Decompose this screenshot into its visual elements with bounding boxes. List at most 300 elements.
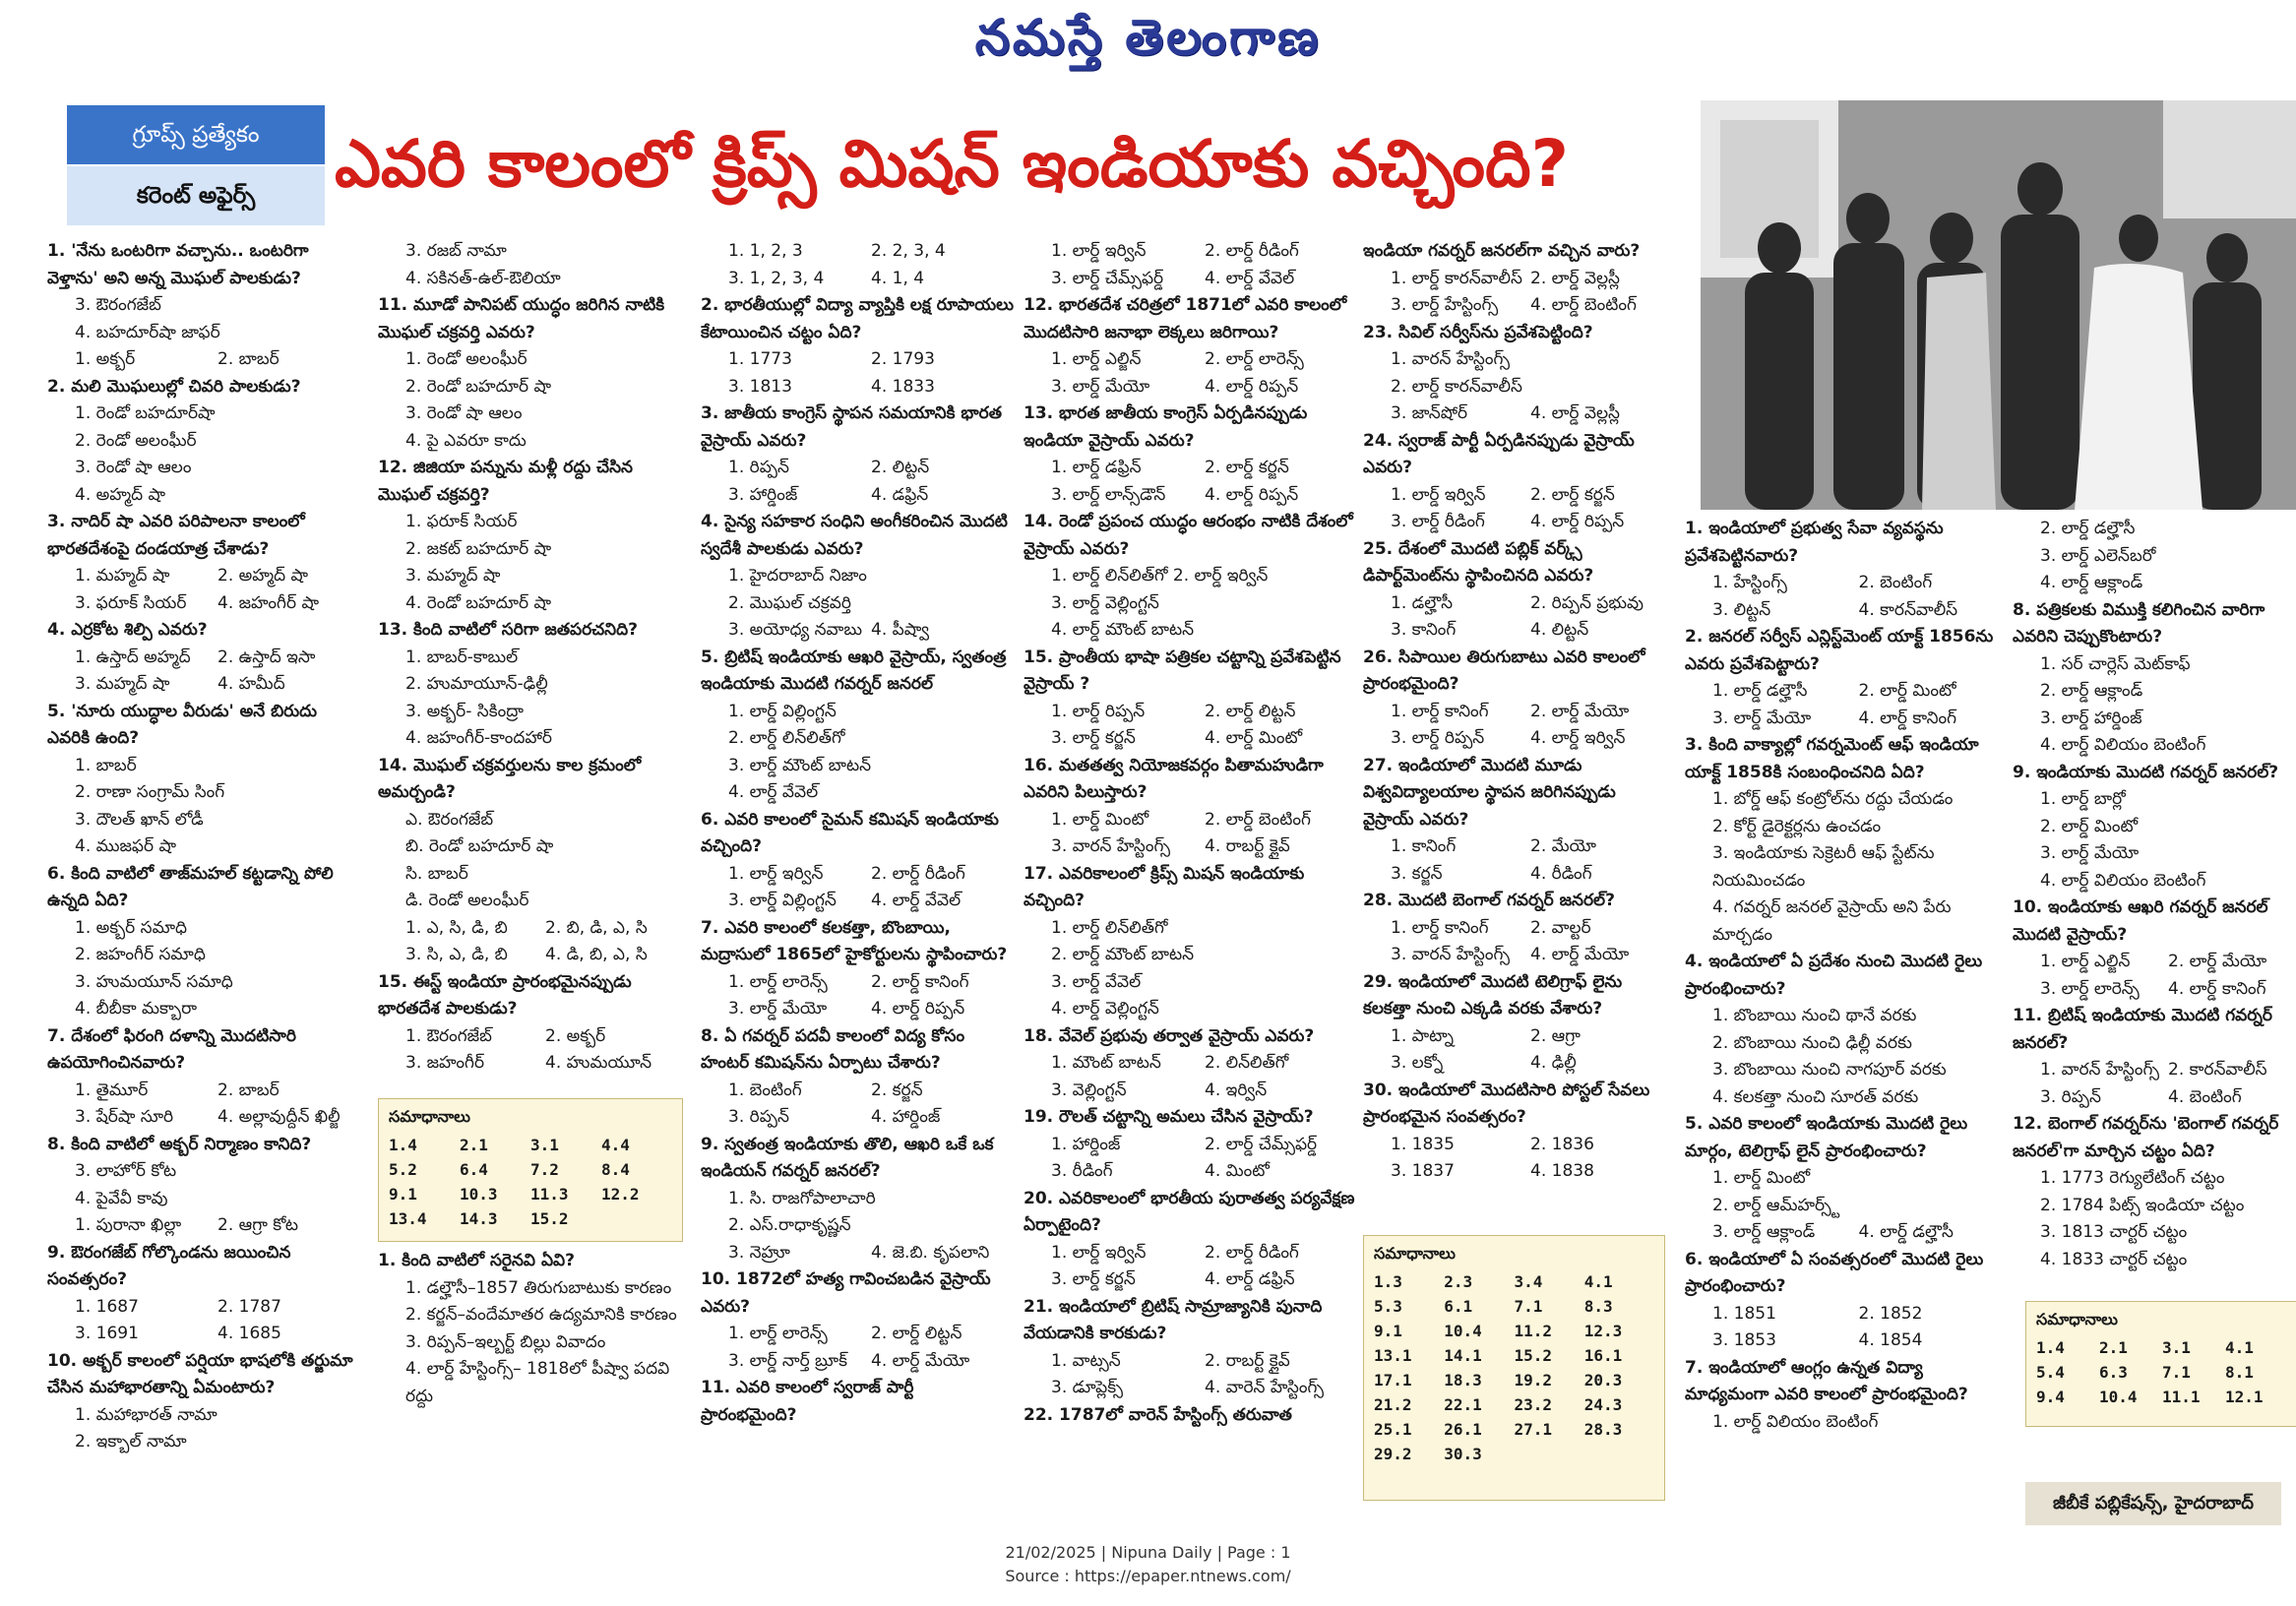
question-item	[2013, 516, 2296, 597]
option-cell: 3. మహ్మద్ షా	[75, 674, 170, 694]
option-cell: 4. లార్డ్ బెంటింగ్	[1530, 295, 1637, 315]
answer-item: 10.4	[1444, 1322, 1482, 1340]
option-cell: 4. 1838	[1530, 1161, 1594, 1181]
option-line: 3. 1813 చార్టర్ చట్టం	[2040, 1222, 2188, 1242]
question-number: 3.	[701, 403, 725, 423]
question-item	[701, 509, 1014, 645]
answer-item: 9.1	[389, 1185, 417, 1204]
question-prompt: కింది వాటిలో అక్బర్ నిర్మాణం కానిది?	[71, 1134, 312, 1154]
question-number: 17.	[1024, 863, 1060, 884]
option-cell: 4. లార్డ్ కానింగ్	[1858, 708, 1957, 728]
option-cell: 3. 1837	[1391, 1161, 1455, 1181]
question-number: 10.	[701, 1269, 737, 1289]
question-number: 8.	[47, 1134, 72, 1154]
answer-item: 21.2	[1374, 1395, 1412, 1414]
option-line: 4. గవర్నర్ జనరల్ వైస్రాయ్ అని పేరు మార్చడం	[1712, 897, 1952, 945]
option-cell: 2. రాబర్ట్ క్లైవ్	[1205, 1350, 1290, 1371]
question-number: 2.	[1685, 627, 1709, 647]
answer-item: 4.4	[601, 1136, 630, 1154]
option-cell: 3. 1813	[728, 376, 792, 397]
option-line: 3. రజబ్ నామా	[405, 241, 507, 261]
option-line: 1. లార్డ్ మింటో	[1712, 1168, 1811, 1188]
question-column-5	[1363, 238, 1670, 1232]
answer-item: 15.2	[1514, 1346, 1553, 1365]
question-text	[1363, 645, 1670, 699]
option-line: 4. లార్డ్ హేస్టింగ్స్– 1818లో పీష్వా పదవి రద్దు	[405, 1359, 670, 1406]
option-grid	[1685, 1301, 2005, 1355]
option-cell: 4. డఫ్రిన్	[871, 484, 929, 505]
option-line: 4. పై ఎవరూ కాదు	[405, 430, 527, 451]
option-cell: 2. రిప్పన్ ప్రభువు	[1530, 592, 1644, 613]
question-number: 30.	[1363, 1080, 1399, 1100]
question-item	[47, 374, 360, 510]
question-item	[1024, 1023, 1358, 1105]
footer-source-link[interactable]: Source : https://epaper.ntnews.com/	[1005, 1567, 1291, 1585]
option-grid	[1024, 1240, 1358, 1294]
question-prompt: జిజియా పన్నును మళ్లీ రద్దు చేసిన మొఘల్ చక్రవర్తి?	[378, 458, 633, 505]
option-cell: 4. లార్డ్ వేవెల్	[871, 891, 962, 910]
answer-item: 17.1	[1374, 1371, 1412, 1390]
option-cell: 1. లార్డ్ కానింగ్	[1391, 917, 1489, 938]
headline: ఎవరి కాలంలో క్రిప్స్ మిషన్ ఇండియాకు వచ్చింది?	[335, 126, 1569, 202]
option-grid	[47, 1294, 360, 1348]
question-item	[1024, 238, 1358, 292]
option-cell: 1. లార్డ్ ఇర్విన్	[1051, 1242, 1147, 1263]
question-prompt: ఎవరి కాలంలో సైమన్ కమిషన్ ఇండియాకు వచ్చింది?	[701, 809, 999, 856]
option-grid	[47, 645, 360, 699]
option-cell: 2. లార్డ్ చేమ్స్‌ఫర్డ్	[1205, 1134, 1318, 1154]
option-cell: 1. లార్డ్ ఇర్విన్	[728, 863, 824, 884]
question-number: 8.	[701, 1025, 725, 1046]
option-line: ఎ. ఔరంగజేబ్	[405, 809, 494, 830]
option-cell: 4. డి, బి, ఎ, సి	[545, 945, 648, 964]
option-line: 3. లార్డ్ మౌంట్ బాటన్	[728, 755, 872, 775]
option-cell: 4. బెంటింగ్	[2168, 1086, 2242, 1107]
option-cell: 2. బాబర్	[217, 349, 279, 369]
option-line: 3. రిప్పన్–ఇల్బర్ట్ బిల్లు వివాదం	[405, 1331, 606, 1352]
answer-item: 5.4	[2036, 1363, 2065, 1382]
option-cell: 2. 1852	[1858, 1303, 1923, 1324]
masthead: నమస్తే తెలంగాణ	[974, 8, 1322, 66]
option-cell: 2. 1787	[217, 1296, 281, 1317]
question-prompt: నాదిర్ షా ఎవరి పరిపాలనా కాలంలో భారతదేశంపై దండయాత్ర చేశాడు?	[47, 512, 305, 559]
question-number: 14.	[378, 755, 414, 775]
option-cell: 4. లార్డ్ మేయో	[1530, 945, 1630, 964]
option-line: 4. లార్డ్ విలియం బెంటింగ్	[2040, 735, 2206, 755]
option-grid	[1363, 1132, 1670, 1186]
question-number: 4.	[701, 512, 725, 531]
option-grid	[1024, 455, 1358, 509]
question-text	[2013, 760, 2296, 787]
option-cell: 2. బాబర్	[217, 1080, 279, 1100]
question-number: 26.	[1363, 647, 1399, 667]
question-column-6	[1685, 516, 2005, 1490]
question-prompt: భారతదేశ చరిత్రలో 1871లో ఎవరి కాలంలో మొదటిసారి జనాభా లెక్కలు జరిగాయి?	[1024, 295, 1347, 342]
option-cell: 3. సి, ఎ, డి, బి	[405, 945, 508, 964]
question-item	[701, 1132, 1014, 1267]
option-cell: 3. లార్డ్ మేయో	[1051, 376, 1150, 397]
option-line: 1. లార్డ్ విల్లింగ్టన్	[728, 701, 837, 721]
answer-item: 15.2	[530, 1209, 569, 1228]
historical-photo	[1701, 100, 2296, 510]
question-item	[378, 292, 685, 455]
option-grid	[1024, 1348, 1358, 1402]
question-text	[47, 699, 360, 753]
question-prompt: ఔరంగజేబ్ గోల్కొండను జయించిన సంవత్సరం?	[47, 1242, 291, 1289]
question-prompt: బెంగాల్ గవర్నర్‌ను 'బెంగాల్ గవర్నర్ జనరల్'గా మార్చిన చట్టం ఏది?	[2013, 1114, 2279, 1161]
option-cell: 2. ఆగ్రా కోట	[217, 1215, 298, 1235]
option-line: 4. లార్డ్ విలియం బెంటింగ్	[2040, 870, 2206, 891]
answer-item: 4.1	[1583, 1272, 1613, 1291]
answer-item: 18.3	[1444, 1371, 1482, 1390]
option-cell: 2. లార్డ్ మేయో	[1530, 701, 1630, 721]
question-number: 15.	[378, 971, 414, 992]
question-text	[1024, 509, 1358, 563]
option-line: 4. లార్డ్ వేవెల్	[728, 782, 819, 802]
option-cell: 1. లార్డ్ లారెన్స్	[728, 971, 828, 992]
answer-item: 27.1	[1514, 1420, 1553, 1439]
answer-item: 9.4	[2036, 1388, 2065, 1406]
option-line: 1. రెండో అలంఘీర్	[405, 349, 527, 369]
option-grid	[2013, 949, 2296, 1003]
option-line: 2. లార్డ్ లిన్‌లిత్‌గో	[728, 728, 845, 748]
option-line: 3. దౌలత్ ఖాన్ లోడీ	[75, 809, 204, 830]
option-cell: 2. 1836	[1530, 1134, 1594, 1154]
option-cell: 1. లార్డ్ ఎల్జిన్	[2040, 952, 2131, 971]
option-line: బి. రెండో బహదూర్ షా	[405, 836, 554, 856]
option-grid	[1363, 401, 1670, 428]
option-grid	[47, 563, 360, 617]
option-cell: 1. 1835	[1391, 1134, 1455, 1154]
option-cell: 1. లార్డ్ డఫ్రిన్	[1051, 458, 1142, 477]
question-number: 4.	[47, 620, 72, 640]
question-item	[1685, 1355, 2005, 1437]
question-item	[1685, 624, 2005, 732]
answer-item: 6.3	[2099, 1363, 2128, 1382]
option-cell: 4. వారెన్ హేస్టింగ్స్	[1205, 1378, 1325, 1397]
option-cell: 3. జహంగీర్	[405, 1053, 485, 1073]
question-text	[378, 292, 685, 346]
option-grid	[1024, 346, 1358, 401]
question-prompt: ప్రాంతీయ భాషా పత్రికల చట్టాన్ని ప్రవేశపెట్టిన వైస్రాయ్ ?	[1024, 647, 1341, 694]
question-number: 9.	[2013, 762, 2037, 782]
question-number: 6.	[1685, 1249, 1709, 1269]
option-cell: 4. రీడింగ్	[1530, 863, 1592, 884]
question-number: 1.	[1685, 519, 1709, 538]
question-text	[1024, 1104, 1358, 1132]
question-column-7	[2013, 516, 2296, 1283]
question-item	[2013, 1003, 2296, 1111]
answer-item: 2.3	[1444, 1272, 1473, 1291]
question-number: 23.	[1363, 322, 1399, 342]
option-cell: 3. డూప్లెక్స్	[1051, 1378, 1124, 1397]
option-line: 1. సి. రాజగోపాలాచారి	[728, 1188, 876, 1208]
question-text	[378, 969, 685, 1023]
question-item	[2013, 895, 2296, 1003]
question-prompt: ఏ గవర్నర్ పదవీ కాలంలో విద్య కోసం హంటర్ కమిషన్‌ను ఏర్పాటు చేశారు?	[701, 1025, 965, 1073]
option-line: 3. బొంబాయి నుంచి నాగపూర్ వరకు	[1712, 1060, 1947, 1080]
question-item	[1024, 645, 1358, 753]
option-line: 1. బాబర్	[75, 755, 137, 775]
publisher-credit: జీబీకే పబ్లికేషన్స్, హైదరాబాద్	[2025, 1482, 2281, 1525]
question-number: 2.	[47, 376, 72, 397]
question-text	[701, 1266, 1014, 1321]
option-cell: 3. లార్డ్ రిప్పన్	[1391, 728, 1485, 748]
option-line: 2. జహంగీర్ సమాధి	[75, 945, 206, 964]
option-cell: 2. లార్డ్ రీడింగ్	[1205, 1242, 1299, 1263]
question-item	[1363, 888, 1670, 969]
question-text	[1363, 1078, 1670, 1132]
option-line: 2. మొఘల్ చక్రవర్తి	[728, 592, 851, 613]
question-text	[701, 1375, 1014, 1429]
question-number: 6.	[701, 809, 725, 830]
option-grid	[701, 969, 1014, 1023]
section-tag-current-affairs: కరెంట్ అఫైర్స్	[67, 166, 325, 225]
question-text	[701, 915, 1014, 969]
option-cell: 2. ఆగ్రా	[1530, 1025, 1581, 1046]
option-cell: 2. అక్బర్	[545, 1025, 606, 1046]
question-text	[2013, 1111, 2296, 1165]
question-number: 11.	[378, 295, 414, 315]
option-line: 2. రాణా సంగ్రామ్ సింగ్	[75, 782, 225, 802]
option-grid	[701, 346, 1014, 401]
question-number: 9.	[701, 1134, 725, 1154]
option-cell: 1. లార్డ్ ఇర్విన్	[1051, 241, 1147, 261]
question-text	[1024, 1402, 1358, 1430]
option-grid	[1685, 570, 2005, 624]
answer-item: 7.2	[530, 1160, 559, 1179]
question-prompt: ఎవరి కాలంలో ఇండియాకు మొదటి రైలు మార్గం, టెలిగ్రాఫ్ లైన్ ప్రారంభించారు?	[1685, 1114, 1968, 1161]
option-cell: 2. లార్డ్ కానింగ్	[871, 971, 969, 992]
question-prompt: ఇండియాలో ఏ ప్రదేశం నుంచి మొదటి రైలు ప్రారంభించారు?	[1685, 952, 1983, 999]
option-cell: 2. లార్డ్ లారెన్స్	[1205, 349, 1304, 369]
question-text	[701, 1132, 1014, 1186]
option-grid	[1024, 807, 1358, 861]
question-text	[1024, 1186, 1358, 1240]
option-cell: 2. లిన్‌లిత్‌గో	[1205, 1053, 1289, 1073]
answers-box-3	[2025, 1301, 2296, 1427]
question-number: 7.	[1685, 1357, 1709, 1378]
question-block-second-set	[378, 1248, 685, 1484]
question-text	[47, 374, 360, 402]
option-line: 1. హైదరాబాద్ నిజాం	[728, 566, 867, 586]
answer-item: 9.1	[1374, 1322, 1402, 1340]
option-line: 2. ఎస్.రాధాకృష్ణన్	[728, 1215, 851, 1235]
question-prompt: 1872లో హత్య గావించబడిన వైస్రాయ్ ఎవరు?	[701, 1269, 991, 1317]
option-grid	[1363, 1023, 1670, 1078]
question-prompt: సైన్య సహకార సంధిని అంగీకరించిన మొదటి స్వదేశీ పాలకుడు ఎవరు?	[701, 512, 1008, 559]
option-line: 1. లార్డ్ లిన్‌లిత్‌గో 2. లార్డ్ ఇర్విన్	[1051, 566, 1269, 586]
question-text	[1363, 536, 1670, 590]
option-grid	[1363, 266, 1670, 320]
question-item	[47, 509, 360, 617]
option-grid	[1363, 699, 1670, 753]
option-cell: 4. లార్డ్ మేయో	[871, 1350, 970, 1371]
answer-item: 5.2	[389, 1160, 417, 1179]
option-cell: 1. కానింగ్	[1391, 836, 1457, 856]
answer-item: 16.1	[1583, 1346, 1623, 1365]
question-item	[1024, 509, 1358, 645]
question-prompt: రెండో ప్రపంచ యుద్ధం ఆరంభం నాటికి దేశంలో వైస్రాయ్ ఎవరు?	[1024, 512, 1353, 559]
answer-item: 3.4	[1514, 1272, 1543, 1291]
question-item	[1024, 292, 1358, 401]
option-line: డి. రెండో అలంఘీర్	[405, 891, 529, 910]
option-line: 3. హుమయూన్ సమాధి	[75, 971, 233, 992]
option-cell: 1. అక్బర్	[75, 349, 136, 369]
option-cell: 2. మేయో	[1530, 836, 1596, 856]
answer-item: 20.3	[1583, 1371, 1623, 1390]
option-line: 1. లార్డ్ విలియం బెంటింగ్	[1712, 1411, 1879, 1432]
question-text	[47, 509, 360, 563]
question-text	[47, 1132, 360, 1159]
question-text	[1685, 1247, 2005, 1301]
option-cell: 2. బెంటింగ్	[1858, 573, 1933, 592]
question-item	[47, 1023, 360, 1132]
question-item	[1363, 238, 1670, 320]
answers-grid	[389, 1136, 672, 1228]
question-number: 28.	[1363, 891, 1399, 910]
section-tag-groups: గ్రూప్స్ ప్రత్యేకం	[67, 105, 325, 164]
question-text	[701, 645, 1014, 699]
option-cell: 1. 1773	[728, 349, 792, 369]
answer-item: 10.4	[2099, 1388, 2138, 1406]
answer-item: 19.2	[1514, 1371, 1553, 1390]
option-line: 4. లార్డ్ మౌంట్ బాటన్	[1051, 620, 1195, 640]
option-grid	[701, 238, 1014, 292]
question-prompt: ఇండియాకు మొదటి గవర్నర్ జనరల్?	[2036, 762, 2279, 782]
option-cell: 2. బి, డి, ఎ, సి	[545, 917, 648, 938]
option-cell: 4. లిట్టన్	[1530, 620, 1589, 640]
option-cell: 4. ఢిల్లీ	[1530, 1053, 1577, 1073]
question-text	[701, 1023, 1014, 1078]
option-cell: 3. అయోధ్య నవాబు	[728, 620, 862, 640]
footer-date-line: 21/02/2025 | Nipuna Daily | Page : 1	[1005, 1543, 1291, 1562]
option-cell: 1. ఎ, సి, డి, బి	[405, 917, 508, 938]
option-line: 1. రెండో బహదూర్‌షా	[75, 403, 216, 423]
option-line: 3. అక్బర్- సికింద్రా	[405, 701, 524, 721]
option-cell: 2. లార్డ్ మేయో	[2168, 952, 2267, 971]
option-line: సి. బాబర్	[405, 863, 468, 884]
option-cell: 3. లార్డ్ ఆక్లాండ్	[1712, 1222, 1816, 1242]
answer-item: 5.3	[1374, 1297, 1402, 1316]
question-number: 6.	[47, 863, 72, 884]
answer-item: 4.1	[2225, 1338, 2254, 1357]
question-column-1	[47, 238, 360, 1478]
question-column-3	[701, 238, 1014, 1478]
question-number: 1.	[47, 241, 72, 261]
option-cell: 2. ఉస్తాద్ ఇసా	[217, 647, 316, 667]
question-item	[2013, 1111, 2296, 1273]
option-grid	[378, 1023, 685, 1078]
option-cell: 2. అహ్మద్ షా	[217, 566, 309, 586]
question-text	[1024, 645, 1358, 699]
question-number: 11.	[701, 1378, 737, 1397]
question-prompt: 1787లో వారెన్ హేస్టింగ్స్ తరువాత	[1059, 1404, 1292, 1425]
option-line: 1. మహాభారత్ నామా	[75, 1404, 217, 1425]
option-cell: 4. పీష్వా	[871, 620, 930, 640]
option-grid	[1024, 699, 1358, 753]
question-item	[1024, 1294, 1358, 1402]
option-line: 4. జహంగీర్-కాందహార్	[405, 728, 552, 748]
question-item	[701, 1266, 1014, 1375]
option-cell: 1. లార్డ్ కారన్‌వాలీస్	[1391, 268, 1522, 288]
answer-item: 2.1	[460, 1136, 488, 1154]
question-item	[1363, 645, 1670, 753]
option-grid	[378, 915, 685, 969]
question-prompt: ఇండియాలో మొదటి మూడు విశ్వవిద్యాలయాల స్థాపన జరిగినప్పుడు వైస్రాయ్ ఎవరు?	[1363, 755, 1616, 830]
question-item	[1685, 949, 2005, 1111]
question-text	[2013, 895, 2296, 949]
option-cell: 1. పాట్నా	[1391, 1025, 1454, 1046]
option-cell: 4. లార్డ్ కానింగ్	[2168, 978, 2266, 999]
question-prompt: కింది వాటిలో తాజ్‌మహల్ కట్టడాన్ని పోలి ఉన్నది ఏది?	[47, 863, 334, 910]
option-grid	[1685, 1219, 2005, 1247]
question-item	[378, 455, 685, 617]
option-line: 2. లార్డ్ ఆక్లాండ్	[2040, 681, 2143, 701]
question-item	[701, 292, 1014, 401]
option-cell: 1. వాట్సన్	[1051, 1350, 1121, 1371]
option-line: 2. జకట్ బహదూర్ షా	[405, 538, 552, 559]
question-text	[701, 292, 1014, 346]
question-prompt: ఇండియాలో మొదటి టెలిగ్రాఫ్ లైను కలకత్తా నుంచి ఎక్కడి వరకు వేశారు?	[1363, 971, 1623, 1019]
option-cell: 4. 1, 4	[871, 268, 925, 288]
question-item	[1685, 1247, 2005, 1355]
option-line: 1. వారన్ హేస్టింగ్స్	[1391, 349, 1511, 369]
answer-item: 30.3	[1444, 1445, 1482, 1463]
option-line: 1. లార్డ్ బార్లో	[2040, 789, 2126, 809]
option-cell: 4. 1854	[1858, 1330, 1923, 1350]
question-prompt: కింది వాక్యాల్లో గవర్నమెంట్ ఆఫ్ ఇండియా యాక్ట్ 1858కి సంబంధించనిది ఏది?	[1685, 735, 1979, 782]
question-item	[701, 915, 1014, 1023]
option-cell: 4. లార్డ్ వెల్లస్లీ	[1530, 403, 1620, 423]
answer-item: 3.1	[530, 1136, 559, 1154]
option-grid	[1024, 1132, 1358, 1186]
option-line: 1. డల్హౌసీ–1857 తిరుగుబాటుకు కారణం	[405, 1277, 672, 1298]
option-line: 1. అక్బర్ సమాధి	[75, 917, 188, 938]
option-line: 1. బాబర్-కాబుల్	[405, 647, 519, 667]
option-line: 2. లార్డ్ మౌంట్ బాటన్	[1051, 945, 1195, 964]
question-prompt: వేవెల్ ప్రభువు తర్వాత వైస్రాయ్ ఎవరు?	[1059, 1025, 1315, 1046]
option-cell: 1. ఉస్తాద్ అహ్మద్	[75, 647, 191, 667]
answer-item: 2.1	[2099, 1338, 2128, 1357]
option-cell: 1. హేస్టింగ్స్	[1712, 573, 1787, 592]
option-cell: 2. లిట్టన్	[871, 458, 930, 477]
answers-title: సమాధానాలు	[1374, 1244, 1456, 1263]
answer-item: 7.1	[1514, 1297, 1543, 1316]
option-cell: 3. లార్డ్ విల్లింగ్టన్	[728, 891, 837, 910]
question-text	[378, 1248, 685, 1275]
question-prompt: ఈస్ట్ ఇండియా ప్రారంభమైనప్పుడు భారతదేశ పాలకుడు?	[378, 971, 632, 1019]
question-prompt: సివిల్ సర్వీస్‌ను ప్రవేశపెట్టింది?	[1398, 322, 1593, 342]
question-number: 8.	[2013, 599, 2037, 620]
question-prompt: ఎర్రకోట శిల్పి ఎవరు?	[71, 620, 208, 640]
question-item	[1024, 1186, 1358, 1294]
question-item	[378, 238, 685, 292]
option-cell: 2. లార్డ్ కర్జన్	[1530, 484, 1615, 505]
question-text	[1363, 969, 1670, 1023]
question-prompt: మలి మొఘలుల్లో చివరి పాలకుడు?	[71, 376, 301, 397]
question-prompt: మొఘల్ చక్రవర్తులను కాల క్రమంలో అమర్చండి?	[378, 755, 642, 802]
answer-item: 10.3	[460, 1185, 498, 1204]
answer-item: 29.2	[1374, 1445, 1412, 1463]
option-cell: 3. రిప్పన్	[2040, 1086, 2101, 1107]
option-cell: 3. ఫరూక్ సియర్	[75, 592, 187, 613]
question-text	[1024, 1294, 1358, 1348]
option-line: 3. ఔరంగజేబ్	[75, 295, 161, 315]
question-number: 24.	[1363, 430, 1399, 451]
question-number: 4.	[1685, 952, 1709, 971]
question-number: 12.	[1024, 295, 1060, 315]
